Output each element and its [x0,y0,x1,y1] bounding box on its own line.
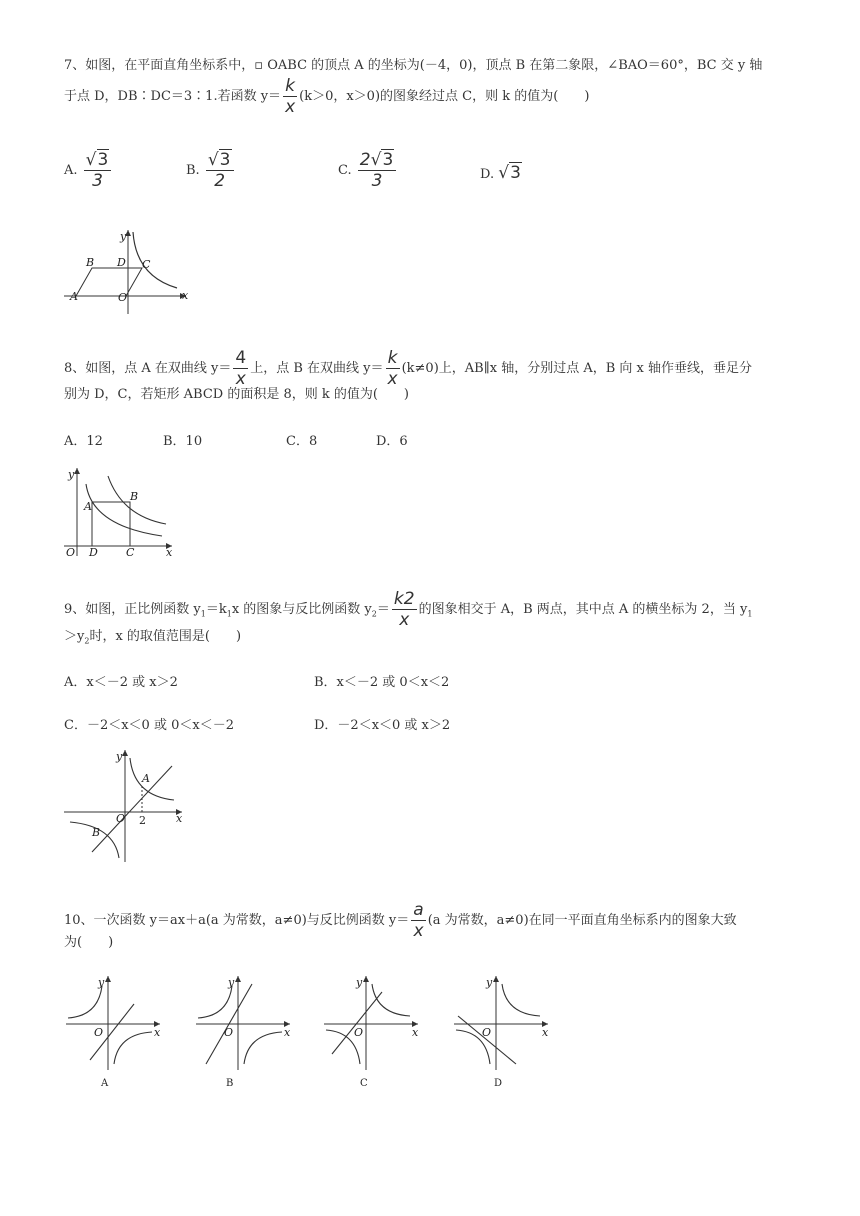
caption-c: C [360,1078,368,1088]
q8-text: 8、如图，点 A 在双曲线 y＝ [64,361,232,376]
subscript: 1 [226,609,232,619]
q7-text: 7、如图，在平面直角坐标系中， [64,58,255,73]
option-fraction: $\frac{√3}{3}$ [84,150,112,191]
frac-denominator: x [411,920,425,941]
q9-text: x 的图象与反比例函数 y [231,602,372,617]
frac-numerator: k [387,348,398,368]
q10-line-1 [64,900,737,941]
frac-denominator: x [387,369,398,389]
y-axis-arrow [105,976,111,982]
caption-b: B [226,1078,234,1088]
q7-figure [62,226,196,316]
option-radical: √3 [498,163,521,183]
hyperbola-branch [502,984,540,1016]
q10-fraction [411,900,425,941]
y-axis-arrow [363,976,369,982]
label-a: A [84,500,92,513]
q9-option-a: A．x＜－2 或 x＞2 [64,675,178,690]
hyperbola-branch [68,986,102,1018]
subscript: 1 [200,609,206,619]
frac-numerator: k [285,76,296,96]
q10-graph-a [62,972,166,1088]
label-y: y [120,230,127,243]
radicand: 3 [510,163,521,183]
q9-text: ＝k [205,602,227,617]
coef: 2 [359,150,371,170]
label-y: y [68,468,75,481]
frac-denominator: x [233,368,248,389]
q7-line-2 [64,76,589,117]
label-d: D [117,256,126,269]
q9-option-b: B．x＜－2 或 0＜x＜2 [314,675,450,690]
label-o: O [118,291,128,304]
q9-line-2 [64,628,241,651]
label-o: O [224,1026,234,1039]
frac-numerator: 4 [235,348,247,368]
q8-option-d: D．6 [376,434,408,449]
q10-line-2: 为( ) [64,935,114,950]
q8-fraction-2 [386,348,400,389]
q9-option-d: D．－2＜x＜0 或 x＞2 [314,718,451,733]
label-a: A [142,772,150,785]
label-y: y [116,750,123,763]
radicand: 3 [382,150,394,170]
q8-option-c: C．8 [286,434,318,449]
label-c: C [142,258,151,271]
label-x: x [542,1026,549,1039]
option-label: D. [480,167,495,182]
label-o: O [66,546,76,558]
frac-denominator: 2 [206,170,234,191]
parallelogram [76,268,142,296]
label-x: x [176,812,183,825]
subscript: 1 [747,609,753,619]
label-o: O [94,1026,104,1039]
caption-d: D [494,1078,503,1088]
q8-line-1 [64,348,752,389]
q8-text: 上，点 B 在双曲线 y＝ [250,361,384,376]
label-a: A [70,290,78,303]
q9-option-c: C．－2＜x＜0 或 0＜x＜－2 [64,718,234,733]
label-y: y [356,976,363,989]
q9-text: 时，x 的取值范围是( ) [89,629,242,644]
label-b: B [92,826,101,839]
option-label: A. [64,163,78,178]
q8-text: (k≠0)上，AB∥x 轴，分别过点 A，B 向 x 轴作垂线，垂足分 [401,361,752,376]
label-y: y [486,976,493,989]
hyperbola-branch [114,1032,152,1064]
q8-line-2: 别为 D，C，若矩形 ABCD 的面积是 8，则 k 的值为( ) [64,387,410,402]
q9-figure [62,746,188,864]
label-d: D [89,546,98,558]
q9-text: 9、如图，正比例函数 y [64,602,201,617]
q9-text: ＞y [64,629,85,644]
q9-text: ＝ [376,602,390,617]
label-x: x [412,1026,419,1039]
q7-option-b [186,150,236,191]
q9-line-1 [64,589,752,630]
q7-fraction [283,76,297,117]
label-x: x [166,546,173,558]
frac-denominator: x [392,609,417,630]
label-two: 2 [139,814,146,827]
y-axis-arrow [74,468,80,474]
frac-numerator: a [413,900,424,920]
label-x: x [284,1026,291,1039]
q10-graph-b [192,972,296,1088]
option-label: B. [186,163,200,178]
option-label: C. [338,163,352,178]
q8-figure [62,464,180,558]
option-fraction: $\frac{2√3}{3}$ [358,150,397,191]
linear-function [332,992,382,1054]
label-x: x [182,289,189,302]
hyperbola-branch [198,986,232,1018]
frac-denominator: x [285,97,296,117]
q7-option-d [480,163,522,183]
q9-text: 的图象相交于 A，B 两点，其中点 A 的横坐标为 2，当 y [418,602,748,617]
q10-graph-c [320,972,424,1088]
q10-text: (a 为常数，a≠0)在同一平面直角坐标系内的图象大致 [427,913,737,928]
linear-function [458,1016,516,1064]
frac-denominator: 3 [84,170,112,191]
hyperbola-4-over-x [86,484,162,536]
hyperbola-branch-1 [130,758,174,800]
q8-option-a: A．12 [64,434,103,449]
frac-numerator: k2 [393,589,415,609]
label-b: B [130,490,139,503]
q10-text: 10、一次函数 y＝ax＋a(a 为常数，a≠0)与反比例函数 y＝ [64,913,410,928]
hyperbola-branch [244,1032,282,1064]
label-x: x [154,1026,161,1039]
q7-text: 于点 D，DB∶DC＝3∶1.若函数 y＝ [64,89,282,104]
label-b: B [86,256,95,269]
q7-line-1 [64,57,762,75]
label-o: O [354,1026,364,1039]
hyperbola [133,232,177,288]
line-y1 [92,766,172,852]
label-c: C [126,546,135,558]
subscript: 2 [371,609,377,619]
radicand: 3 [219,150,231,170]
label-o: O [482,1026,492,1039]
q7-text: OABC 的顶点 A 的坐标为(－4，0)，顶点 B 在第二象限，∠BAO＝60°，BC 交 y 轴 [263,58,763,73]
y-axis-arrow [122,750,128,756]
subscript: 2 [84,636,90,646]
q8-option-b: B．10 [163,434,203,449]
label-y: y [228,976,235,989]
hyperbola-branch [372,984,410,1016]
radicand: 3 [97,150,109,170]
y-axis-arrow [235,976,241,982]
label-y: y [98,976,105,989]
y-axis-arrow [493,976,499,982]
q7-option-c [338,150,398,191]
q10-graph-d [450,972,554,1088]
parallelogram-symbol: ▫ [254,58,264,73]
q7-text: (k＞0，x＞0)的图象经过点 C，则 k 的值为( ) [299,89,590,104]
option-fraction: $\frac{√3}{2}$ [206,150,234,191]
label-o: O [116,812,126,825]
frac-denominator: 3 [358,170,397,191]
q9-fraction [392,589,417,630]
q8-fraction-1 [233,348,248,389]
q7-option-a [64,150,113,191]
caption-a: A [101,1078,109,1088]
